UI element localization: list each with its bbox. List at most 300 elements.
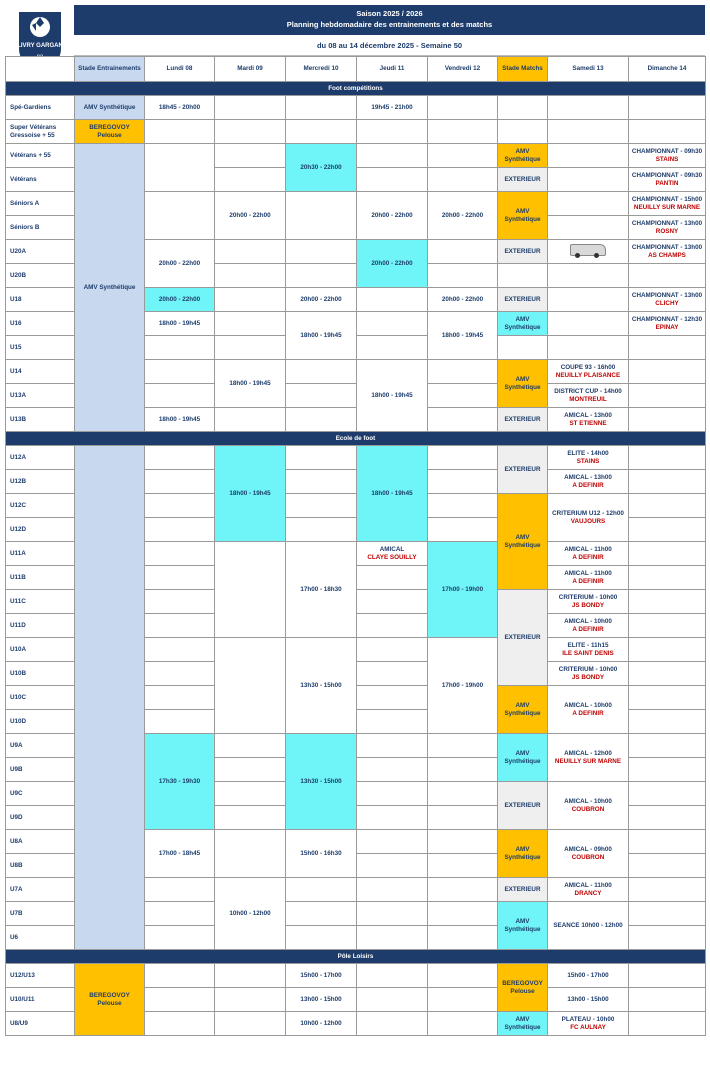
team-label: U8A xyxy=(6,830,75,854)
time-cell: 17h00 - 18h30 xyxy=(286,542,357,638)
match-cell: AMICAL - 13h00 ST ETIENNE xyxy=(548,408,629,432)
empty-cell xyxy=(428,806,498,830)
empty-cell xyxy=(215,1012,286,1036)
time-cell: 10h00 - 12h00 xyxy=(215,878,286,950)
match-cell: AMICAL - 12h00 NEUILLY SUR MARNE xyxy=(548,734,629,782)
team-label: U11D xyxy=(6,614,75,638)
team-label: U13A xyxy=(6,384,75,408)
table-row xyxy=(6,446,706,470)
team-label: U11A xyxy=(6,542,75,566)
empty-cell xyxy=(286,878,357,902)
empty-cell xyxy=(428,1012,498,1036)
empty-cell xyxy=(357,288,428,312)
svg-text:LIVRY GARGAN: LIVRY GARGAN xyxy=(17,43,63,49)
empty-cell xyxy=(215,144,286,168)
team-label: Séniors B xyxy=(6,216,75,240)
empty-cell xyxy=(548,288,629,312)
match-venue-cell: AMV Synthétique xyxy=(498,360,548,408)
team-label: U16 xyxy=(6,312,75,336)
empty-cell xyxy=(629,758,706,782)
empty-cell xyxy=(428,518,498,542)
empty-cell xyxy=(215,96,286,120)
time-cell: 13h00 - 15h00 xyxy=(548,988,629,1012)
match-cell: CHAMPIONNAT - 09h30 STAINS xyxy=(629,144,706,168)
match-cell: AMICAL - 09h00 COUBRON xyxy=(548,830,629,878)
empty-cell xyxy=(629,264,706,288)
venue-cell: AMV Synthétique xyxy=(75,96,145,120)
empty-cell xyxy=(357,830,428,854)
empty-cell xyxy=(428,360,498,384)
empty-cell xyxy=(357,964,428,988)
time-cell: 20h00 - 22h00 xyxy=(357,240,428,288)
empty-cell xyxy=(357,590,428,614)
section-ecole: Ecole de foot xyxy=(6,432,706,446)
empty-cell xyxy=(428,782,498,806)
empty-cell xyxy=(145,494,215,518)
empty-cell xyxy=(286,192,357,240)
empty-cell xyxy=(548,312,629,336)
empty-cell xyxy=(428,408,498,432)
match-cell: CRITERIUM U12 - 12h00 VAUJOURS xyxy=(548,494,629,542)
time-cell: 17h00 - 18h45 xyxy=(145,830,215,878)
time-cell: 18h00 - 19h45 xyxy=(286,312,357,360)
team-label: U10A xyxy=(6,638,75,662)
empty-cell xyxy=(357,782,428,806)
empty-cell xyxy=(145,590,215,614)
bus-icon xyxy=(570,243,606,257)
match-venue-cell: AMV Synthétique xyxy=(498,494,548,590)
empty-cell xyxy=(428,264,498,288)
empty-cell xyxy=(145,542,215,566)
time-cell: 13h30 - 15h00 xyxy=(286,638,357,734)
empty-cell xyxy=(145,686,215,710)
match-cell: ELITE - 11h15 ILE SAINT DENIS xyxy=(548,638,629,662)
match-cell: AMICAL - 11h00 DRANCY xyxy=(548,878,629,902)
empty-cell xyxy=(548,144,629,168)
empty-cell xyxy=(629,902,706,926)
empty-cell xyxy=(145,336,215,360)
team-label: U9D xyxy=(6,806,75,830)
team-label: Vétérans xyxy=(6,168,75,192)
empty-cell xyxy=(428,878,498,902)
time-cell: 20h00 - 22h00 xyxy=(357,192,428,240)
match-cell: AMICAL - 10h00 A DEFINIR xyxy=(548,614,629,638)
match-cell: COUPE 93 - 16h00 NEUILLY PLAISANCE xyxy=(548,360,629,384)
team-label: U10C xyxy=(6,686,75,710)
time-cell: 18h00 - 19h45 xyxy=(357,360,428,432)
empty-cell xyxy=(428,446,498,470)
time-cell: 20h00 - 22h00 xyxy=(145,240,215,288)
empty-cell xyxy=(548,264,629,288)
match-cell: ELITE - 14h00 STAINS xyxy=(548,446,629,470)
section-row xyxy=(6,950,706,964)
empty-cell xyxy=(357,926,428,950)
week-label: du 08 au 14 décembre 2025 - Semaine 50 xyxy=(74,36,705,56)
team-label: U12D xyxy=(6,518,75,542)
empty-cell xyxy=(629,662,706,686)
time-cell: 20h00 - 22h00 xyxy=(428,192,498,240)
empty-cell xyxy=(428,384,498,408)
venue-cell: AMV Synthétique xyxy=(75,144,145,432)
match-venue-cell: AMV Synthétique xyxy=(498,686,548,734)
empty-cell xyxy=(286,902,357,926)
empty-cell xyxy=(357,758,428,782)
time-cell: 20h00 - 22h00 xyxy=(286,288,357,312)
empty-cell xyxy=(145,614,215,638)
empty-cell xyxy=(215,964,286,988)
match-cell: AMICAL - 11h00 A DEFINIR xyxy=(548,542,629,566)
empty-cell xyxy=(629,384,706,408)
empty-cell xyxy=(629,446,706,470)
time-cell: 20h00 - 22h00 xyxy=(428,288,498,312)
empty-cell xyxy=(215,264,286,288)
empty-cell xyxy=(357,638,428,662)
empty-cell xyxy=(286,96,357,120)
empty-cell xyxy=(215,120,286,144)
bus-cell xyxy=(548,240,629,264)
team-label: U11C xyxy=(6,590,75,614)
season-label: Saison 2025 / 2026 xyxy=(356,9,423,18)
empty-cell xyxy=(548,336,629,360)
empty-cell xyxy=(145,964,215,988)
match-cell: CHAMPIONNAT - 13h00 ROSNY xyxy=(629,216,706,240)
team-label: U18 xyxy=(6,288,75,312)
schedule-table xyxy=(5,56,706,1036)
match-venue-cell: AMV Synthétique xyxy=(498,192,548,240)
empty-cell xyxy=(629,590,706,614)
empty-cell xyxy=(145,144,215,192)
time-cell: 18h00 - 19h45 xyxy=(145,312,215,336)
time-cell: 15h00 - 17h00 xyxy=(548,964,629,988)
time-cell: 17h30 - 19h30 xyxy=(145,734,215,830)
empty-cell xyxy=(145,902,215,926)
team-label: U12C xyxy=(6,494,75,518)
time-cell: 20h30 - 22h00 xyxy=(286,144,357,192)
venue-cell: BEREGOVOY Pelouse xyxy=(75,120,145,144)
match-cell: SEANCE 10h00 - 12h00 xyxy=(548,902,629,950)
col-stade-train: Stade Entrainements xyxy=(75,57,145,82)
empty-cell xyxy=(286,408,357,432)
empty-cell xyxy=(286,446,357,470)
empty-cell xyxy=(548,192,629,216)
empty-cell xyxy=(145,518,215,542)
empty-cell xyxy=(629,120,706,144)
team-label: U7A xyxy=(6,878,75,902)
empty-cell xyxy=(548,96,629,120)
time-cell: 10h00 - 12h00 xyxy=(286,1012,357,1036)
match-cell: AMICAL - 10h00 A DEFINIR xyxy=(548,686,629,734)
empty-cell xyxy=(215,758,286,782)
venue-cell xyxy=(75,446,145,950)
empty-cell xyxy=(428,470,498,494)
team-label: U14 xyxy=(6,360,75,384)
match-venue-cell: EXTERIEUR xyxy=(498,590,548,686)
match-venue-cell: AMV Synthétique xyxy=(498,902,548,950)
empty-cell xyxy=(629,638,706,662)
empty-cell xyxy=(145,192,215,240)
match-venue-cell: AMV Synthétique xyxy=(498,734,548,782)
empty-cell xyxy=(428,168,498,192)
empty-cell xyxy=(215,312,286,336)
team-label: U6 xyxy=(6,926,75,950)
empty-cell xyxy=(357,1012,428,1036)
empty-cell xyxy=(145,446,215,470)
table-row xyxy=(6,120,706,144)
empty-cell xyxy=(428,926,498,950)
col-fri: Vendredi 12 xyxy=(428,57,498,82)
empty-cell xyxy=(215,240,286,264)
empty-cell xyxy=(145,384,215,408)
match-venue-cell: EXTERIEUR xyxy=(498,288,548,312)
empty-cell xyxy=(145,926,215,950)
empty-cell xyxy=(286,926,357,950)
planning-subtitle: Planning hebdomadaire des entrainements et des matchs xyxy=(286,20,493,29)
match-venue-cell: EXTERIEUR xyxy=(498,878,548,902)
empty-cell xyxy=(357,120,428,144)
table-row xyxy=(6,964,706,988)
match-cell: AMICAL - 13h00 A DEFINIR xyxy=(548,470,629,494)
match-venue-cell: AMV Synthétique xyxy=(498,830,548,878)
empty-cell xyxy=(428,96,498,120)
time-cell: 17h00 - 19h00 xyxy=(428,638,498,734)
empty-cell xyxy=(145,710,215,734)
column-header-row xyxy=(6,57,706,82)
empty-cell xyxy=(357,336,428,360)
match-venue-cell: AMV Synthétique xyxy=(498,144,548,168)
match-cell: CRITERIUM - 10h00 JS BONDY xyxy=(548,662,629,686)
empty-cell xyxy=(428,902,498,926)
empty-cell xyxy=(629,470,706,494)
team-label: U9A xyxy=(6,734,75,758)
team-label: Vétérans + 55 xyxy=(6,144,75,168)
empty-cell xyxy=(629,614,706,638)
team-label: U9B xyxy=(6,758,75,782)
empty-cell xyxy=(357,144,428,168)
col-tue: Mardi 09 xyxy=(215,57,286,82)
match-cell: PLATEAU - 10h00 FC AULNAY xyxy=(548,1012,629,1036)
match-venue-cell: EXTERIEUR xyxy=(498,240,548,264)
empty-cell xyxy=(215,830,286,878)
empty-cell xyxy=(215,806,286,830)
col-stade-match: Stade Matchs xyxy=(498,57,548,82)
team-label: Séniors A xyxy=(6,192,75,216)
empty-cell xyxy=(548,216,629,240)
match-venue-cell: EXTERIEUR xyxy=(498,168,548,192)
team-label: U10D xyxy=(6,710,75,734)
empty-cell xyxy=(215,168,286,192)
empty-cell xyxy=(357,854,428,878)
time-cell: 15h00 - 17h00 xyxy=(286,964,357,988)
team-label: U11B xyxy=(6,566,75,590)
team-label: U12B xyxy=(6,470,75,494)
team-label: U20B xyxy=(6,264,75,288)
empty-cell xyxy=(357,662,428,686)
time-cell: 19h45 - 21h00 xyxy=(357,96,428,120)
team-col-header xyxy=(6,57,75,82)
empty-cell xyxy=(286,518,357,542)
empty-cell xyxy=(428,494,498,518)
empty-cell xyxy=(548,120,629,144)
empty-cell xyxy=(629,806,706,830)
page-title xyxy=(74,5,705,35)
team-label: U15 xyxy=(6,336,75,360)
empty-cell xyxy=(629,782,706,806)
empty-cell xyxy=(428,854,498,878)
empty-cell xyxy=(428,964,498,988)
empty-cell xyxy=(428,734,498,758)
team-label: U12/U13 xyxy=(6,964,75,988)
empty-cell xyxy=(498,120,548,144)
empty-cell xyxy=(286,360,357,384)
team-label: U20A xyxy=(6,240,75,264)
time-cell: 20h00 - 22h00 xyxy=(215,192,286,240)
col-mon: Lundi 08 xyxy=(145,57,215,82)
empty-cell xyxy=(498,336,548,360)
team-label: U7B xyxy=(6,902,75,926)
empty-cell xyxy=(145,566,215,590)
team-label: U8/U9 xyxy=(6,1012,75,1036)
empty-cell xyxy=(145,470,215,494)
empty-cell xyxy=(215,542,286,638)
team-label: U8B xyxy=(6,854,75,878)
section-comp: Foot compétitions xyxy=(6,82,706,96)
match-cell: CHAMPIONNAT - 15h00 NEUILLY SUR MARNE xyxy=(629,192,706,216)
empty-cell xyxy=(286,494,357,518)
empty-cell xyxy=(629,518,706,542)
empty-cell xyxy=(215,336,286,360)
col-thu: Jeudi 11 xyxy=(357,57,428,82)
empty-cell xyxy=(629,710,706,734)
empty-cell xyxy=(357,806,428,830)
match-cell: AMICAL CLAYE SOUILLY xyxy=(357,542,428,566)
empty-cell xyxy=(145,360,215,384)
empty-cell xyxy=(215,782,286,806)
col-sat: Samedi 13 xyxy=(548,57,629,82)
empty-cell xyxy=(357,614,428,638)
match-cell: AMICAL - 10h00 COUBRON xyxy=(548,782,629,830)
time-cell: 18h00 - 19h45 xyxy=(357,446,428,542)
empty-cell xyxy=(428,144,498,168)
team-label: U13B xyxy=(6,408,75,432)
match-venue-cell: BEREGOVOY Pelouse xyxy=(498,964,548,1012)
col-wed: Mercredi 10 xyxy=(286,57,357,82)
time-cell: 18h00 - 19h45 xyxy=(145,408,215,432)
section-row xyxy=(6,432,706,446)
empty-cell xyxy=(215,408,286,432)
empty-cell xyxy=(629,360,706,384)
match-venue-cell: AMV Synthétique xyxy=(498,1012,548,1036)
match-cell: CRITERIUM - 10h00 JS BONDY xyxy=(548,590,629,614)
empty-cell xyxy=(548,168,629,192)
section-row xyxy=(6,82,706,96)
match-venue-cell: EXTERIEUR xyxy=(498,782,548,830)
time-cell: 15h00 - 16h30 xyxy=(286,830,357,878)
empty-cell xyxy=(629,494,706,518)
match-cell: CHAMPIONNAT - 13h00 AS CHAMPS xyxy=(629,240,706,264)
table-row xyxy=(6,144,706,168)
time-cell: 13h00 - 15h00 xyxy=(286,988,357,1012)
section-loisirs: Pôle Loisirs xyxy=(6,950,706,964)
empty-cell xyxy=(145,878,215,902)
match-cell: CHAMPIONNAT - 09h30 PANTIN xyxy=(629,168,706,192)
empty-cell xyxy=(357,710,428,734)
match-venue-cell: EXTERIEUR xyxy=(498,446,548,494)
empty-cell xyxy=(145,988,215,1012)
empty-cell xyxy=(629,988,706,1012)
empty-cell xyxy=(629,854,706,878)
team-label: U9C xyxy=(6,782,75,806)
empty-cell xyxy=(629,964,706,988)
empty-cell xyxy=(215,638,286,734)
team-label: U12A xyxy=(6,446,75,470)
empty-cell xyxy=(286,384,357,408)
empty-cell xyxy=(215,288,286,312)
time-cell: 20h00 - 22h00 xyxy=(145,288,215,312)
match-cell: CHAMPIONNAT - 12h30 EPINAY xyxy=(629,312,706,336)
empty-cell xyxy=(428,240,498,264)
time-cell: 13h30 - 15h00 xyxy=(286,734,357,830)
empty-cell xyxy=(145,662,215,686)
empty-cell xyxy=(357,168,428,192)
table-row xyxy=(6,96,706,120)
match-venue-cell: EXTERIEUR xyxy=(498,408,548,432)
time-cell: 18h00 - 19h45 xyxy=(215,360,286,408)
empty-cell xyxy=(145,638,215,662)
match-cell: DISTRICT CUP - 14h00 MONTREUIL xyxy=(548,384,629,408)
empty-cell xyxy=(428,988,498,1012)
empty-cell xyxy=(357,878,428,902)
empty-cell xyxy=(629,408,706,432)
time-cell: 18h00 - 19h45 xyxy=(428,312,498,360)
empty-cell xyxy=(629,734,706,758)
empty-cell xyxy=(357,312,428,336)
empty-cell xyxy=(498,264,548,288)
empty-cell xyxy=(629,686,706,710)
empty-cell xyxy=(286,240,357,264)
empty-cell xyxy=(286,120,357,144)
venue-cell: BEREGOVOY Pelouse xyxy=(75,964,145,1036)
empty-cell xyxy=(428,830,498,854)
empty-cell xyxy=(629,96,706,120)
empty-cell xyxy=(215,734,286,758)
empty-cell xyxy=(629,878,706,902)
empty-cell xyxy=(357,686,428,710)
time-cell: 17h00 - 19h00 xyxy=(428,542,498,638)
empty-cell xyxy=(286,264,357,288)
empty-cell xyxy=(498,96,548,120)
empty-cell xyxy=(629,336,706,360)
empty-cell xyxy=(629,926,706,950)
empty-cell xyxy=(357,734,428,758)
empty-cell xyxy=(145,120,215,144)
time-cell: 18h00 - 19h45 xyxy=(215,446,286,542)
match-venue-cell: AMV Synthétique xyxy=(498,312,548,336)
empty-cell xyxy=(629,566,706,590)
match-cell: AMICAL - 11h00 A DEFINIR xyxy=(548,566,629,590)
time-cell: 18h45 - 20h00 xyxy=(145,96,215,120)
empty-cell xyxy=(357,566,428,590)
empty-cell xyxy=(428,758,498,782)
empty-cell xyxy=(357,902,428,926)
empty-cell xyxy=(629,830,706,854)
empty-cell xyxy=(629,542,706,566)
col-sun: Dimanche 14 xyxy=(629,57,706,82)
empty-cell xyxy=(357,988,428,1012)
team-label: U10/U11 xyxy=(6,988,75,1012)
team-label: Super Vétérans Gressoise + 55 xyxy=(6,120,75,144)
team-label: Spé-Gardiens xyxy=(6,96,75,120)
empty-cell xyxy=(629,1012,706,1036)
